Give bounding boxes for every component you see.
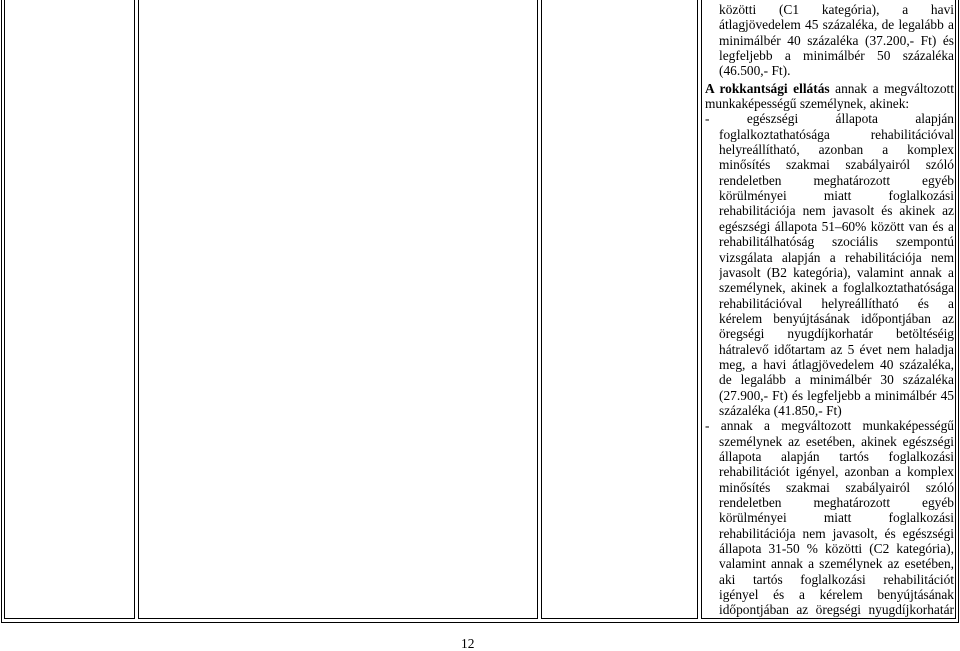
text-line: személynek, akinek a foglalkoztathatósága [719,280,954,296]
text-line: (27.900,- Ft) és legfeljebb a minimálbér 45 [719,387,954,403]
text-line: egészségi állapota 51–60% között van és a [719,218,954,234]
text-line: de legalább a minimálbér 30 százaléka [719,372,954,388]
list-item-b2 [705,111,954,418]
text-line: (46.500,- Ft). [719,63,791,79]
text-line: rendeletben meghatározott egyéb [719,495,954,510]
text-line: körülményei miatt foglalkozási [719,188,954,204]
text-line: hátralevő időtartam az 5 évet nem haladja [719,341,954,357]
text-line: rehabilitációja nem javasolt, és egészségi [719,525,954,541]
list-item-c2 [705,418,954,617]
text-line: állapota 31-50 % közötti (C2 kategória), [719,541,954,557]
table-cell-text [701,0,956,619]
text-line: állapota alapján tartós foglalkozási [719,448,954,464]
text-line: rehabilitációt igényel, azonban a komplex [719,464,954,480]
text-line: százaléka (41.850,- Ft) [719,402,842,418]
text-line: legfeljebb a minimálbér 50 százaléka [719,48,954,64]
table-cell-empty-1 [4,0,135,619]
text-line: foglalkoztathatósága rehabilitációval [719,126,954,142]
text-line: - egészségi állapota alapján [705,111,954,127]
text-line: közötti (C1 kategória), a havi [719,2,954,17]
text-line: minimálbér 40 százaléka (37.200,- Ft) és [719,32,954,48]
text-line: vizsgálata alapján a rehabilitációja nem [719,249,954,265]
text-line: átlagjövedelem 45 százaléka, de legalább a [719,17,954,33]
continuation-text [705,2,954,79]
text-line: minősítés szakmai szabályairól szóló [719,479,954,495]
text-line: rehabilitációval helyreállítható és a [719,295,954,311]
text-line: helyreállítható, azonban a komplex [719,142,954,158]
text-line: aki tartós foglalkozási rehabilitációt [719,571,954,587]
text-line: - annak a megváltozott munkaképességű [705,418,954,434]
text-line [705,81,954,96]
bold-lead-text: A rokkantsági ellátás [705,80,830,96]
disability-benefit-paragraph [705,81,954,112]
text-line: javasolt (B2 kategória), valamint annak a [719,264,954,280]
table-cell-empty-3 [541,0,698,619]
text-line: időpontjában az öregségi nyugdíjkorhatár [719,602,954,618]
page-number: 12 [461,636,475,651]
text-line: valamint annak a személynek az esetében, [719,556,954,572]
text-span: annak a megváltozott [835,80,954,96]
text-line: igényel és a kérelem benyújtásának [719,587,954,603]
text-line: kérelem benyújtásának időpontjában az [719,310,954,326]
text-line: öregségi nyugdíjkorhatár betöltéséig [719,326,954,342]
text-line: rehabilitációja nem javasolt és akinek az [719,203,954,219]
text-line: rehabilitálhatóság szociális szempontú [719,234,954,250]
text-line: rendeletben meghatározott egyéb [719,172,954,188]
text-line: minősítés szakmai szabályairól szóló [719,157,954,173]
table-cell-empty-2 [138,0,538,619]
text-line: munkaképességű személynek, akinek: [705,96,910,112]
text-line: meg, a havi átlagjövedelem 40 százaléka, [719,356,954,372]
text-line: körülményei miatt foglalkozási [719,510,954,526]
text-line: személynek az esetében, akinek egészségi [719,433,954,449]
